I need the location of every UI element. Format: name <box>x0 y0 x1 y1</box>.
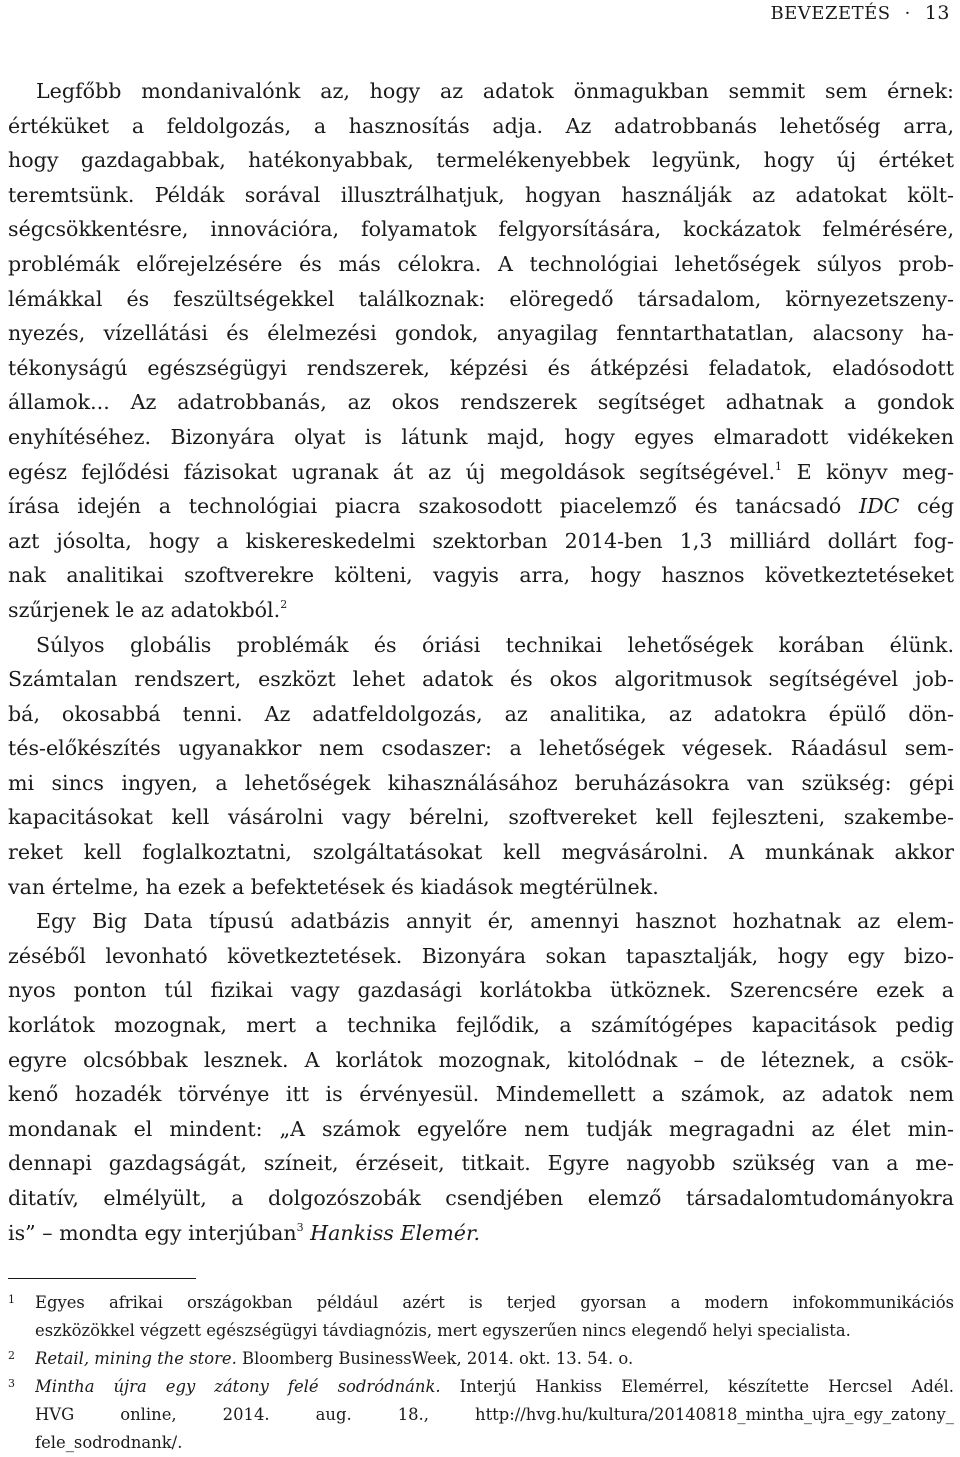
text-run: Interjú Hankiss Elemérrel, készítette Hercsel Adél. <box>440 1377 954 1396</box>
text-line <box>8 1146 954 1181</box>
text-run: Egy Big Data típusú adatbázis annyit ér, amennyi hasznot hozhatnak az elem- <box>36 909 954 934</box>
text-run: eszközökkel végzett egészségügyi távdiagnózis, mert egyszerűen nincs elegendő helyi specialista. <box>35 1321 851 1340</box>
footnote-line <box>35 1429 954 1457</box>
text-line <box>8 800 954 835</box>
text-run: teremtsünk. Példák sorával illusztrálhatjuk, hogyan használják az adatokat költ- <box>8 182 954 207</box>
text-run: Bloomberg BusinessWeek, 2014. okt. 13. 54. o. <box>236 1349 634 1368</box>
text-line <box>8 282 954 317</box>
text-line <box>8 178 954 213</box>
text-line <box>8 835 954 870</box>
text-line <box>8 628 954 663</box>
text-run: is” – mondta egy interjúban <box>8 1220 297 1245</box>
text-line <box>8 593 954 628</box>
footnote-reference: 1 <box>775 459 783 473</box>
text-line <box>8 558 954 593</box>
text-run: nyos ponton túl fizikai vagy gazdasági korlátokba ütköznek. Szerencsére ezek a <box>8 978 954 1003</box>
italic-text: Hankiss Elemér. <box>310 1220 481 1245</box>
text-run: kapacitásokat kell vásárolni vagy bérelni, szoftvereket kell fejleszteni, szakembe- <box>8 805 954 830</box>
text-run: azt jósolta, hogy a kiskereskedelmi szektorban 2014-ben 1,3 milliárd dollárt fog- <box>8 528 954 553</box>
text-run: nyezés, vízellátási és élelmezési gondok, anyagilag fenntarthatatlan, alacsony ha- <box>8 321 954 346</box>
text-run: E könyv meg- <box>782 459 954 484</box>
footnote <box>8 1373 954 1457</box>
text-run: egész fejlődési fázisokat ugranak át az új megoldások segítségével. <box>8 459 776 484</box>
text-line <box>8 351 954 386</box>
text-line <box>8 697 954 732</box>
text-run: van értelme, ha ezek a befektetések és kiadások megtérülnek. <box>8 874 659 899</box>
text-run: enyhítéséhez. Bizonyára olyat is látunk majd, hogy egyes elmaradott vidékeken <box>8 424 954 449</box>
footnote-line <box>35 1401 954 1429</box>
footnote-rule <box>8 1278 196 1279</box>
footnote-reference: 3 <box>296 1220 304 1234</box>
footnote-number: 3 <box>8 1377 15 1390</box>
text-line <box>8 247 954 282</box>
footnote-line <box>35 1345 954 1373</box>
footnote <box>8 1289 954 1345</box>
footnote-line <box>35 1373 954 1401</box>
text-line <box>8 1077 954 1112</box>
separator-dot: · <box>904 3 911 24</box>
italic-text: IDC <box>858 494 900 519</box>
text-run: problémák előrejelzésére és más célokra. A technológiai lehetőségek súlyos prob- <box>8 251 954 276</box>
text-line <box>8 109 954 144</box>
footnote <box>8 1345 954 1373</box>
text-line <box>8 385 954 420</box>
footnote-line <box>35 1289 954 1317</box>
text-run: dennapi gazdagságát, színeit, érzéseit, titkait. Egyre nagyobb szükség van a me- <box>8 1151 954 1176</box>
text-line <box>8 1043 954 1078</box>
text-run: hogy gazdagabbak, hatékonyabbak, termelékenyebbek legyünk, hogy új értéket <box>8 148 954 173</box>
text-run: értéküket a feldolgozás, a hasznosítás adja. Az adatrobbanás lehetőség arra, <box>8 113 954 138</box>
text-run: HVG online, 2014. aug. 18., http://hvg.hu/kultura/20140818_mintha_ujra_egy_zatony_ <box>35 1405 954 1424</box>
footnote-reference: 2 <box>280 597 288 611</box>
footnotes <box>8 1289 954 1457</box>
footnote-number: 1 <box>8 1293 15 1306</box>
text-line <box>8 766 954 801</box>
italic-text: Mintha újra egy zátony felé sodródnánk. <box>35 1377 441 1396</box>
text-line <box>8 939 954 974</box>
text-run: zéséből levonható következtetések. Bizonyára sokan tapasztalják, hogy egy bizo- <box>8 943 954 968</box>
text-line <box>8 316 954 351</box>
text-line <box>8 212 954 247</box>
text-run: bá, okosabbá tenni. Az adatfeldolgozás, az analitika, az adatokra épülő dön- <box>8 701 954 726</box>
text-run: Legfőbb mondanivalónk az, hogy az adatok önmagukban semmit sem érnek: <box>36 79 954 103</box>
text-run: tés-előkészítés ugyanakkor nem csodaszer: a lehetőségek végesek. Ráadásul sem- <box>8 736 954 761</box>
text-line <box>8 662 954 697</box>
text-line <box>8 1216 954 1251</box>
text-run: fele_sodrodnank/. <box>35 1433 183 1452</box>
paragraph <box>8 904 954 1250</box>
text-run: Egyes afrikai országokban például azért is terjed gyorsan a modern infokommunikációs <box>35 1293 954 1312</box>
page-number: 13 <box>924 2 950 24</box>
text-run: ditatív, elmélyült, a dolgozószobák csendjében elemző társadalomtudományokra <box>8 1186 954 1210</box>
footnote-line <box>35 1317 954 1345</box>
section-title: BEVEZETÉS <box>770 3 891 24</box>
text-run: egyre olcsóbbak lesznek. A korlátok mozognak, kitolódnak – de léteznek, a csök- <box>8 1047 954 1072</box>
text-line <box>8 524 954 559</box>
paragraph <box>8 628 954 905</box>
text-run: nak analitikai szoftverekre költeni, vagyis arra, hogy hasznos következtetéseket <box>8 563 954 588</box>
body-text <box>8 74 954 1250</box>
text-run: szűrjenek le az adatokból. <box>8 597 281 622</box>
text-run: mondanak el mindent: „A számok egyelőre nem tudják megragadni az élet min- <box>8 1116 954 1141</box>
text-line <box>8 489 954 524</box>
text-run: korlátok mozognak, mert a technika fejlődik, a számítógépes kapacitások pedig <box>8 1013 954 1038</box>
text-run: kenő hozadék törvénye itt is érvényesül. Mindemellett a számok, az adatok nem <box>8 1082 954 1107</box>
paragraph <box>8 74 954 628</box>
text-run: Számtalan rendszert, eszközt lehet adatok és okos algoritmusok segítségével job- <box>8 667 954 692</box>
text-run: Súlyos globális problémák és óriási technikai lehetőségek korában élünk. <box>36 632 954 657</box>
text-line <box>8 143 954 178</box>
text-line <box>8 904 954 939</box>
italic-text: Retail, mining the store. <box>35 1349 237 1368</box>
text-run: lémákkal és feszültségekkel találkoznak: elöregedő társadalom, környezetszeny- <box>8 286 954 311</box>
text-line <box>8 870 954 905</box>
text-run: reket kell foglalkoztatni, szolgáltatásokat kell megvásárolni. A munkának akkor <box>8 840 954 865</box>
text-line <box>8 420 954 455</box>
text-line <box>8 1181 954 1216</box>
text-line <box>8 731 954 766</box>
text-run: írása idején a technológiai piacra szakosodott piacelemző és tanácsadó <box>8 494 859 519</box>
text-line <box>8 74 954 109</box>
text-run: cég <box>899 494 954 519</box>
text-run: tékonyságú egészségügyi rendszerek, képzési és átképzési feladatok, eladósodott <box>8 355 954 380</box>
running-head <box>770 2 950 24</box>
text-line <box>8 1008 954 1043</box>
text-run: ségcsökkentésre, innovációra, folyamatok felgyorsítására, kockázatok felmérésére, <box>8 217 954 242</box>
footnote-number: 2 <box>8 1349 15 1362</box>
text-run: államok... Az adatrobbanás, az okos rendszerek segítséget adhatnak a gondok <box>8 390 954 415</box>
text-line <box>8 973 954 1008</box>
text-run: mi sincs ingyen, a lehetőségek kihasználásához beruházásokra van szükség: gépi <box>8 770 954 795</box>
text-line <box>8 1112 954 1147</box>
text-line <box>8 455 954 490</box>
